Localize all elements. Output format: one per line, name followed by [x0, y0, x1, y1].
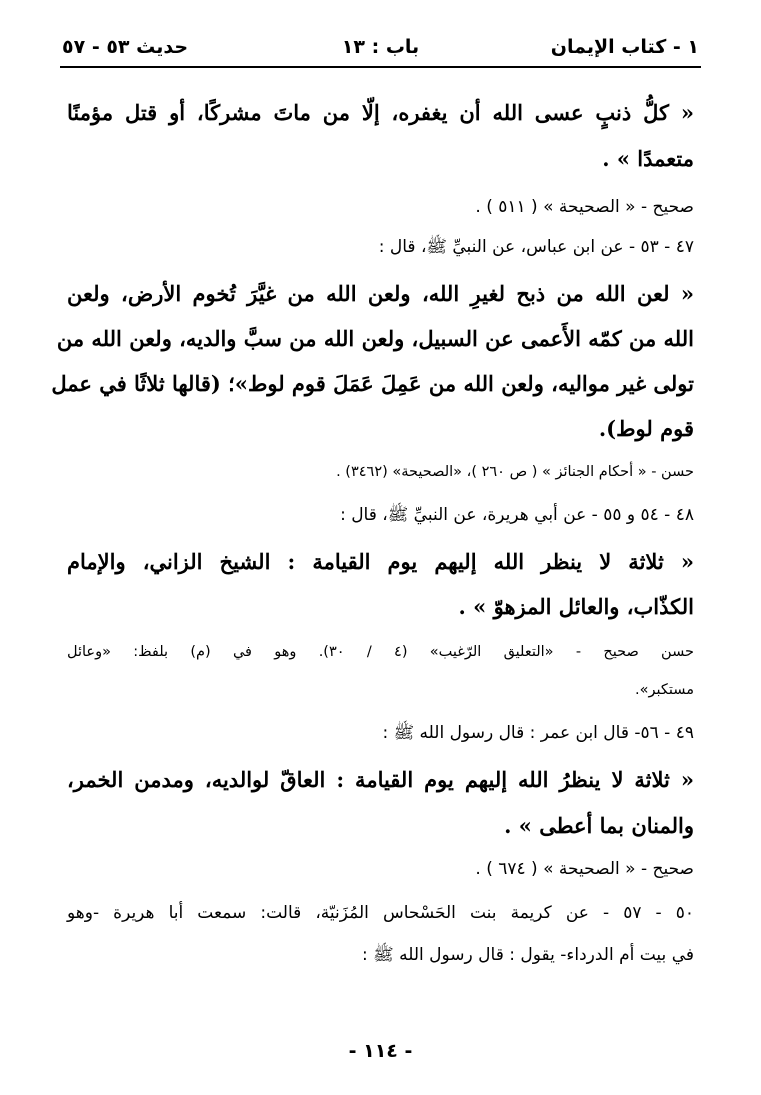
hadith-heading: ٤٨ - ٥٤ و ٥٥ - عن أبي هريرة، عن النبيِّ ﷺ، قال :: [340, 505, 694, 525]
hadith-text-line: « ثلاثة لا ينظر الله إليهم يوم القيامة : الشيخ الزاني، والإمام: [67, 549, 694, 574]
hadith-text-line: تولى غير مواليه، ولعن الله من عَمِلَ عَمَلَ قوم لوط»؛ (قالها ثلاثًا في عمل: [51, 371, 694, 396]
grading-line: حسن صحيح - «التعليق الرّغيب» (٤ / ٣٠). وهو في (م) بلفظ: «وعائل: [67, 644, 694, 660]
hadith-range: حديث ٥٣ - ٥٧: [62, 36, 189, 58]
hadith-text-line: « كلُّ ذنبٍ عسى الله أن يغفره، إلّا من ماتَ مشركًا، أو قتل مؤمنًا: [67, 100, 694, 125]
header-rule: [60, 66, 701, 68]
hadith-text-line: الله من كمّه الأَعمى عن السبيل، ولعن الله من سبَّ والديه، ولعن الله من: [56, 326, 694, 351]
grading-line: صحيح - « الصحيحة » ( ٥١١ ) .: [475, 197, 694, 217]
hadith-heading: ٥٠ - ٥٧ - عن كريمة بنت الحَسْحاس المُزَنيّة، قالت: سمعت أبا هريرة -وهو: [67, 903, 694, 923]
hadith-text-line: « لعن الله من ذبح لغيرِ الله، ولعن الله من غيَّرَ تُخوم الأرض، ولعن: [67, 281, 694, 306]
grading-line: مستكبر».: [635, 682, 694, 698]
hadith-text-line: قوم لوط).: [598, 416, 694, 441]
grading-line: حسن - « أحكام الجنائز » ( ص ٢٦٠ )، «الصحيحة» (٣٤٦٢) .: [336, 464, 694, 480]
hadith-heading: في بيت أم الدرداء- يقول : قال رسول الله ﷺ :: [362, 945, 694, 965]
hadith-text-line: متعمدًا » .: [602, 146, 694, 171]
hadith-heading: ٤٩ - ٥٦- قال ابن عمر : قال رسول الله ﷺ :: [382, 723, 694, 743]
hadith-text-line: والمنان بما أعطى » .: [504, 813, 694, 838]
hadith-text-line: « ثلاثة لا ينظرُ الله إليهم يوم القيامة : العاقّ لوالديه، ومدمن الخمر،: [67, 767, 694, 792]
grading-line: صحيح - « الصحيحة » ( ٦٧٤ ) .: [475, 859, 694, 879]
book-title: ١ - كتاب الإيمان: [550, 36, 699, 58]
hadith-heading: ٤٧ - ٥٣ - عن ابن عباس، عن النبيِّ ﷺ، قال :: [378, 237, 694, 257]
hadith-text-line: الكذّاب، والعائل المزهوّ » .: [458, 594, 694, 619]
chapter-label: باب : ١٣: [341, 36, 420, 58]
page-number: - ١١٤ -: [348, 1040, 413, 1062]
running-header: [62, 28, 699, 64]
